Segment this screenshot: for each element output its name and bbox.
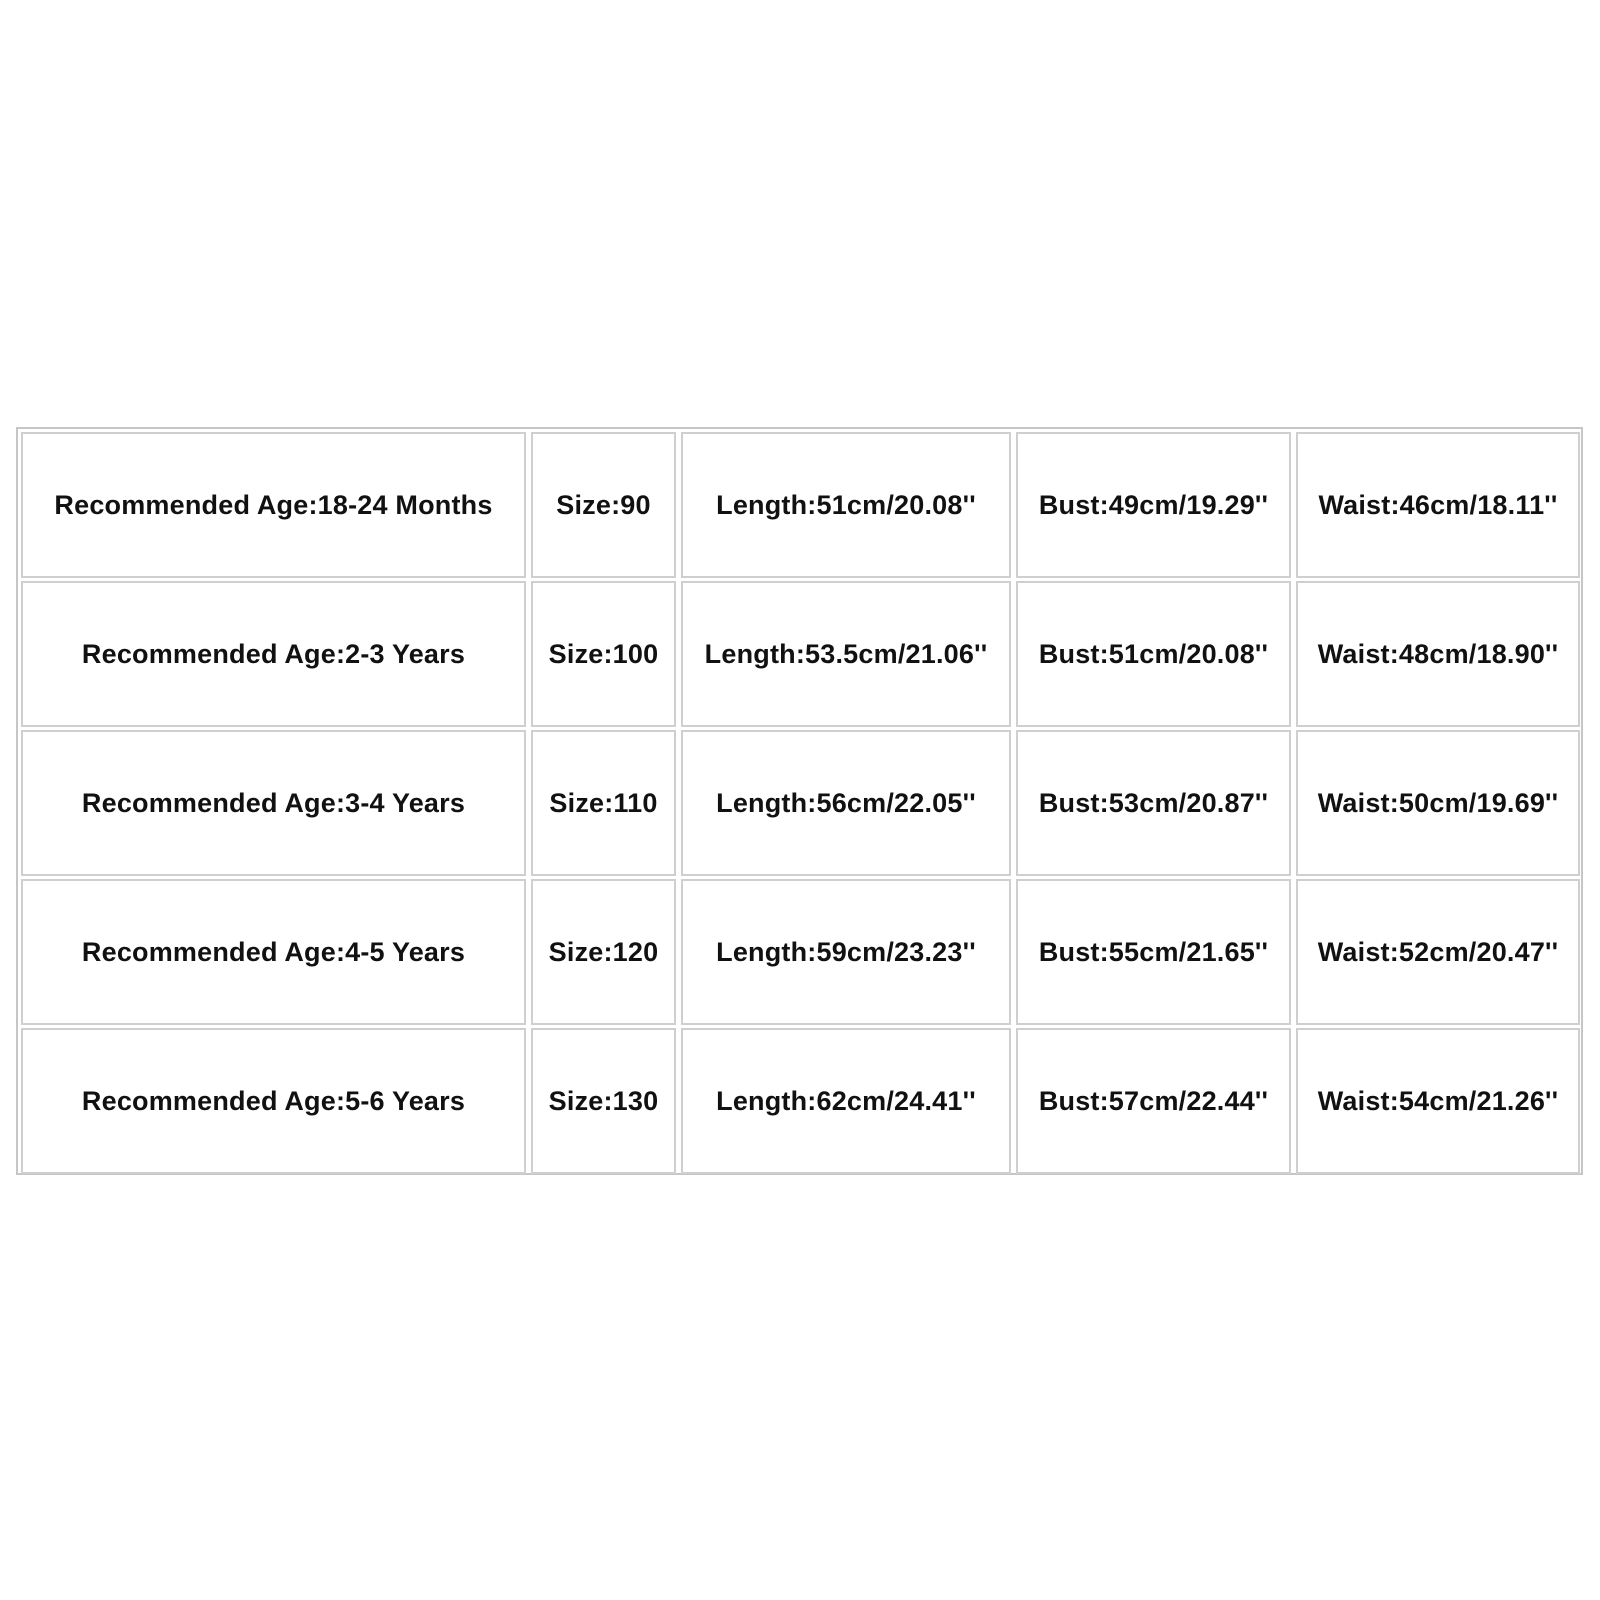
cell-bust: Bust:55cm/21.65'': [1016, 879, 1291, 1025]
cell-waist: Waist:46cm/18.11'': [1296, 432, 1580, 578]
cell-bust: Bust:53cm/20.87'': [1016, 730, 1291, 876]
cell-waist: Waist:54cm/21.26'': [1296, 1028, 1580, 1174]
cell-size: Size:130: [531, 1028, 676, 1174]
cell-waist: Waist:50cm/19.69'': [1296, 730, 1580, 876]
cell-length: Length:56cm/22.05'': [681, 730, 1011, 876]
cell-size: Size:120: [531, 879, 676, 1025]
cell-waist: Waist:48cm/18.90'': [1296, 581, 1580, 727]
cell-age: Recommended Age:2-3 Years: [21, 581, 526, 727]
cell-size: Size:90: [531, 432, 676, 578]
cell-length: Length:59cm/23.23'': [681, 879, 1011, 1025]
cell-bust: Bust:51cm/20.08'': [1016, 581, 1291, 727]
cell-length: Length:62cm/24.41'': [681, 1028, 1011, 1174]
cell-size: Size:100: [531, 581, 676, 727]
cell-age: Recommended Age:5-6 Years: [21, 1028, 526, 1174]
cell-age: Recommended Age:4-5 Years: [21, 879, 526, 1025]
cell-length: Length:51cm/20.08'': [681, 432, 1011, 578]
cell-length: Length:53.5cm/21.06'': [681, 581, 1011, 727]
size-chart-table: [16, 427, 1583, 1175]
cell-size: Size:110: [531, 730, 676, 876]
cell-bust: Bust:57cm/22.44'': [1016, 1028, 1291, 1174]
cell-age: Recommended Age:3-4 Years: [21, 730, 526, 876]
cell-bust: Bust:49cm/19.29'': [1016, 432, 1291, 578]
cell-age: Recommended Age:18-24 Months: [21, 432, 526, 578]
cell-waist: Waist:52cm/20.47'': [1296, 879, 1580, 1025]
